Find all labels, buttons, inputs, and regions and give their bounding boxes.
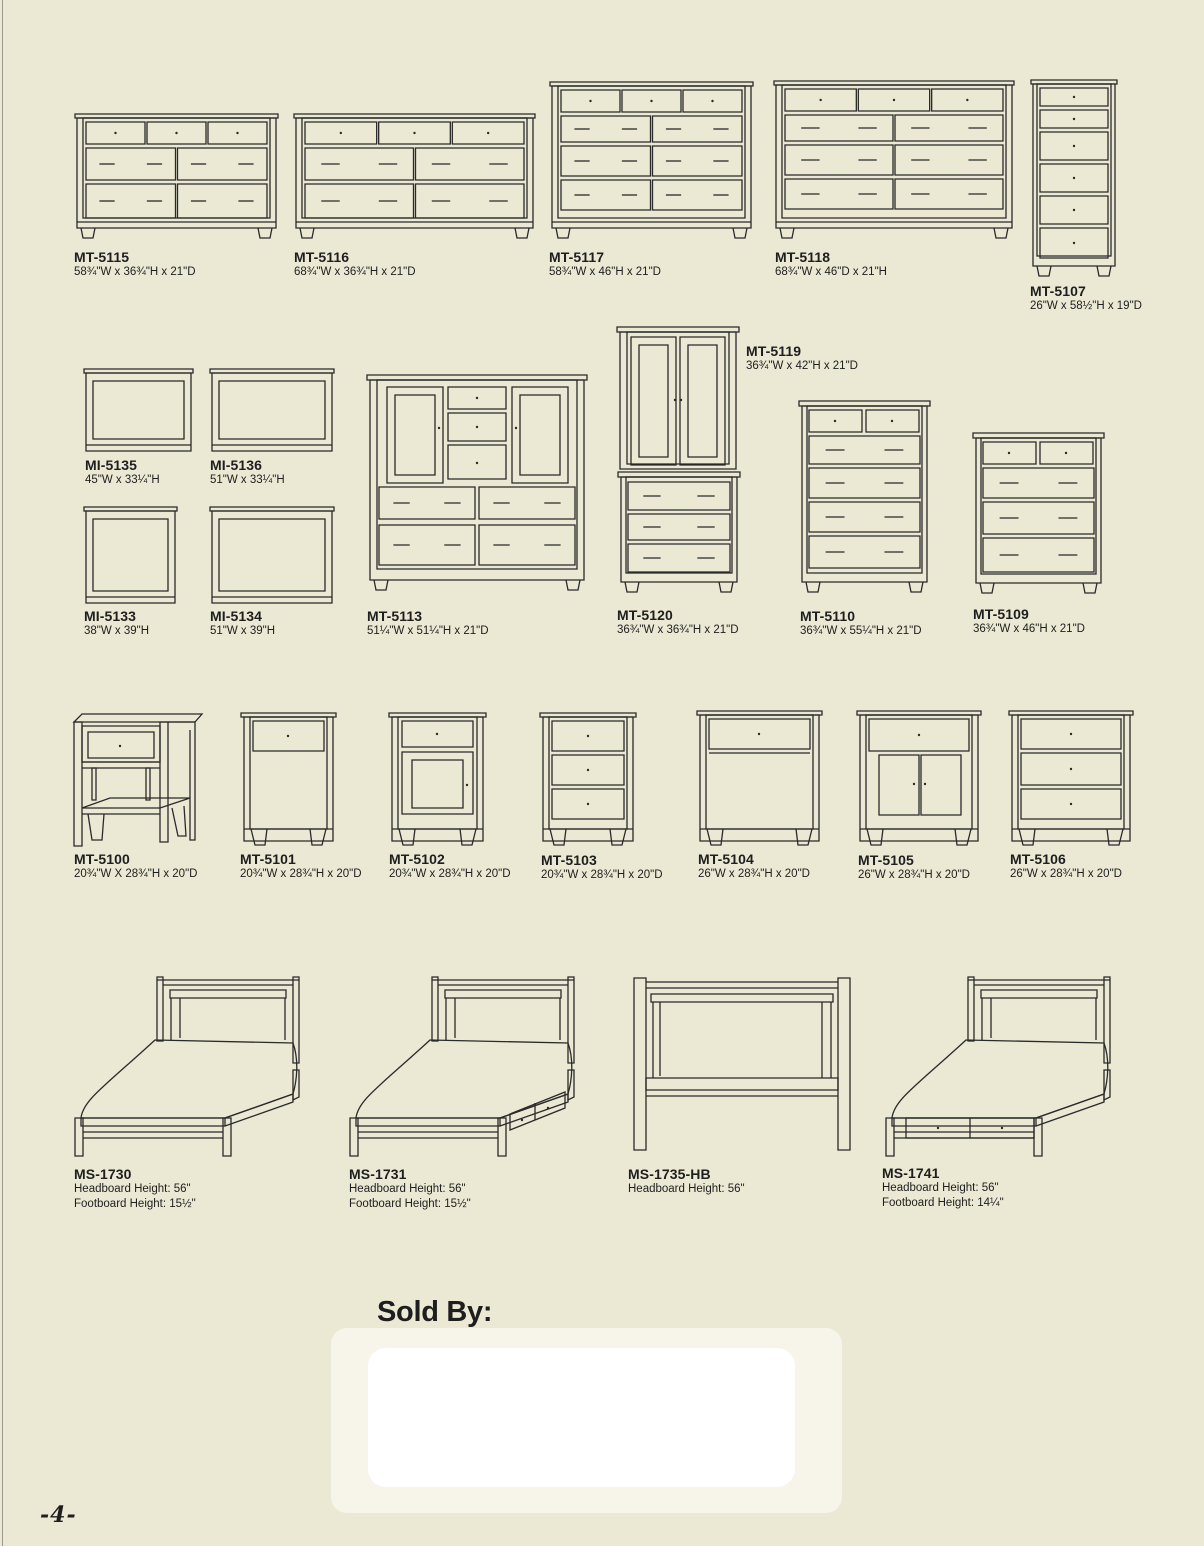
product-label-mt-5101	[240, 851, 362, 882]
dresser-drawings	[75, 80, 1117, 276]
product-dimensions: 26"W x 28¾"H x 20"D	[698, 868, 810, 880]
product-code: MI-5136	[210, 457, 263, 473]
product-label-mi-5135	[85, 457, 160, 488]
product-label-mt-5115	[74, 249, 196, 280]
product-label-mt-5110	[800, 608, 922, 639]
product-code: MT-5113	[367, 608, 423, 624]
product-code: MS-1730	[74, 1166, 132, 1182]
product-code: MI-5133	[84, 608, 137, 624]
product-code: MT-5105	[858, 852, 914, 868]
product-dimensions: 26"W x 28¾"H x 20"D	[1010, 868, 1122, 880]
product-code: MT-5102	[389, 851, 445, 867]
product-dimensions: 51¼"W x 51¼"H x 21"D	[367, 625, 489, 637]
product-dimensions: 20¾"W X 28¾"H x 20"D	[74, 868, 198, 880]
footboard-height: Footboard Height: 15½"	[74, 1198, 196, 1210]
product-label-mt-5119	[746, 343, 858, 374]
product-label-mi-5134	[210, 608, 275, 639]
headboard-height: Headboard Height: 56"	[628, 1183, 745, 1195]
product-label-ms-1731	[349, 1166, 471, 1212]
product-label-mt-5120	[617, 607, 739, 638]
headboard-height: Headboard Height: 56"	[74, 1183, 191, 1195]
page-number: -4-	[40, 1502, 77, 1528]
product-code: MS-1741	[882, 1165, 940, 1181]
product-code: MT-5103	[541, 852, 597, 868]
product-dimensions: 20¾"W x 28¾"H x 20"D	[541, 869, 663, 881]
product-label-mt-5118	[775, 249, 887, 280]
product-dimensions: 36¾"W x 36¾"H x 21"D	[617, 624, 739, 636]
product-code: MT-5107	[1030, 283, 1086, 299]
product-dimensions: 36¾"W x 42"H x 21"D	[746, 360, 858, 372]
product-dimensions: 68¾"W x 36¾"H x 21"D	[294, 266, 416, 278]
product-code: MT-5120	[617, 607, 673, 623]
product-label-mt-5117	[549, 249, 661, 280]
footboard-height: Footboard Height: 14¼"	[882, 1197, 1004, 1209]
sold-by-box	[368, 1348, 795, 1487]
product-code: MT-5109	[973, 606, 1029, 622]
bed-drawings	[75, 977, 1110, 1156]
product-code: MT-5100	[74, 851, 130, 867]
product-label-mt-5103	[541, 852, 663, 883]
product-code: MT-5115	[74, 249, 130, 265]
product-code: MI-5134	[210, 608, 263, 624]
product-label-mt-5102	[389, 851, 511, 882]
product-label-mi-5133	[84, 608, 149, 639]
footboard-height: Footboard Height: 15½"	[349, 1198, 471, 1210]
product-dimensions: 36¾"W x 55¼"H x 21"D	[800, 625, 922, 637]
product-dimensions: 51"W x 33¼"H	[210, 474, 285, 486]
product-code: MT-5116	[294, 249, 350, 265]
product-dimensions: 58¾"W x 36¾"H x 21"D	[74, 266, 196, 278]
product-code: MT-5106	[1010, 851, 1066, 867]
product-label-mt-5107	[1030, 283, 1142, 314]
product-code: MS-1735-HB	[628, 1166, 711, 1182]
product-code: MT-5104	[698, 851, 754, 867]
product-dimensions: 20¾"W x 28¾"H x 20"D	[240, 868, 362, 880]
product-code: MT-5117	[549, 249, 605, 265]
product-label-mt-5100	[74, 851, 197, 882]
product-dimensions: 51"W x 39"H	[210, 625, 276, 637]
product-label-ms-1741	[882, 1165, 1004, 1211]
product-label-mt-5106	[1010, 851, 1122, 882]
product-code: MT-5118	[775, 249, 831, 265]
product-dimensions: 58¾"W x 46"H x 21"D	[549, 266, 661, 278]
product-code: MT-5101	[240, 851, 296, 867]
product-code: MS-1731	[349, 1166, 407, 1182]
product-label-mt-5116	[294, 249, 416, 280]
product-label-ms-1730	[74, 1166, 196, 1212]
product-dimensions: 20¾"W x 28¾"H x 20"D	[389, 868, 511, 880]
product-dimensions: 26"W x 58½"H x 19"D	[1030, 300, 1142, 312]
product-dimensions: 38"W x 39"H	[84, 625, 150, 637]
product-label-mt-5113	[367, 608, 489, 639]
product-code: MT-5119	[746, 343, 802, 359]
product-label-mt-5105	[858, 852, 970, 883]
product-code: MT-5110	[800, 608, 856, 624]
product-code: MI-5135	[85, 457, 138, 473]
product-dimensions: 36¾"W x 46"H x 21"D	[973, 623, 1085, 635]
product-dimensions: 45"W x 33¼"H	[85, 474, 160, 486]
headboard-height: Headboard Height: 56"	[349, 1183, 466, 1195]
product-label-mi-5136	[210, 457, 285, 488]
headboard-height: Headboard Height: 56"	[882, 1182, 999, 1194]
nightstand-drawings	[74, 711, 1133, 846]
product-dimensions: 26"W x 28¾"H x 20"D	[858, 869, 970, 881]
product-label-ms-1735-hb	[628, 1166, 745, 1197]
sold-by-title: Sold By:	[377, 1296, 493, 1328]
product-dimensions: 68¾"W x 46"D x 21"H	[775, 266, 887, 278]
product-label-mt-5109	[973, 606, 1085, 637]
product-label-mt-5104	[698, 851, 810, 882]
